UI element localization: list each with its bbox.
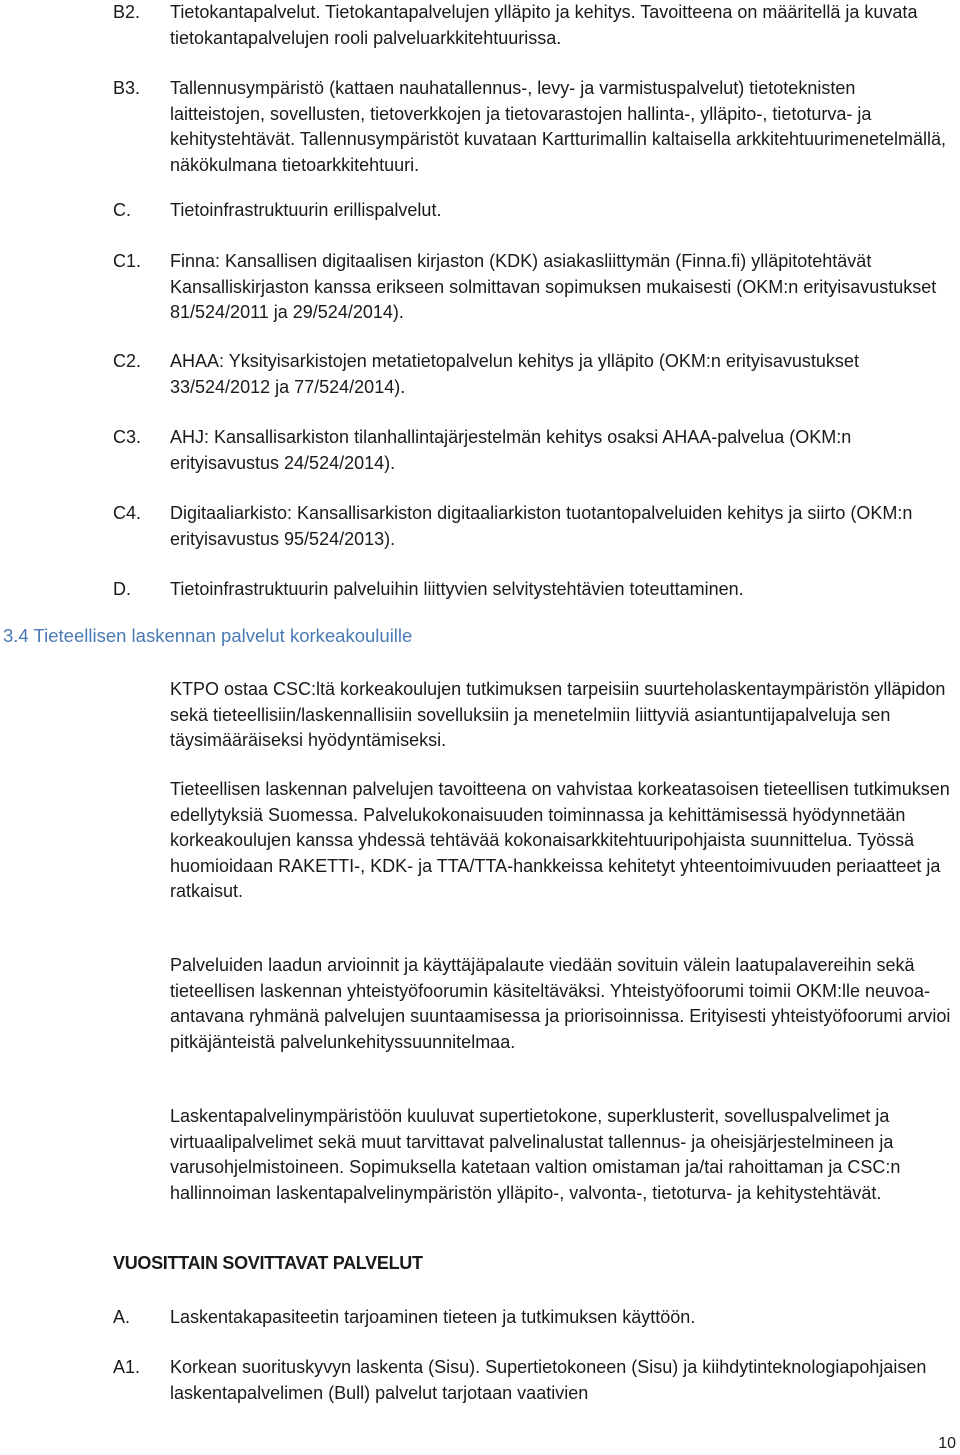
- item-text: AHJ: Kansallisarkiston tilanhallintajärjestelmän kehitys osaksi AHAA-palvelua (OKM:n erityisavustus 24/524/2014).: [170, 427, 852, 473]
- item-text: Korkean suorituskyvyn laskenta (Sisu). Supertietokoneen (Sisu) ja kiihdytinteknologiapohjaisen laskentapalvelimen (Bull) palvelut tarjotaan vaativien: [170, 1357, 927, 1403]
- item-text: Tietokantapalvelut. Tietokantapalvelujen ylläpito ja kehitys. Tavoitteena on määritellä ja kuvata tietokantapalvelujen rooli palveluarkkitehtuurissa.: [170, 2, 918, 48]
- item-text: Tietoinfrastruktuurin erillispalvelut.: [170, 200, 442, 220]
- body-paragraph: Laskentapalvelinympäristöön kuuluvat supertietokone, superklusterit, sovelluspalvelimet ja virtuaalipalvelimet sekä muut tarvittavat palvelinalustat tallennus- ja oheisjärjestelmineen ja varusohjelmistoineen. Sopimuksella katetaan valtion omistaman ja/tai rahoittaman ja CSC:n hallinnoiman laskentapalvelinympäristön ylläpito-, valvonta-, tietoturva- ja kehitystehtävät.: [170, 1106, 901, 1203]
- item-label: A.: [113, 1307, 131, 1327]
- item-text: Tallennusympäristö (kattaen nauhatallennus-, levy- ja varmistuspalvelut) tietoteknisten laitteistojen, sovellusten, tietoverkkojen ja tietovarastojen hallinta-, ylläpito-, tietoturva- ja kehitystehtävät. Tallennusympäristöt kuvataan Kartturimallin kaltaisella arkkitehtuurimenetelmällä, näkökulmana tietoarkkitehtuuri.: [170, 78, 947, 175]
- item-label: C.: [113, 200, 131, 220]
- item-label: B2.: [113, 2, 141, 22]
- item-label: B3.: [113, 78, 141, 98]
- item-text: AHAA: Yksityisarkistojen metatietopalvelun kehitys ja ylläpito (OKM:n erityisavustukset 33/524/2012 ja 77/524/2014).: [170, 351, 859, 397]
- body-paragraph: Tieteellisen laskennan palvelujen tavoitteena on vahvistaa korkeatasoisen tieteellisen tutkimuksen edellytyksiä Suomessa. Palvelukokonaisuuden toiminnassa ja kehittämisessä hyödynnetään korkeakoulujen kanssa yhdessä tehtävää kokonaisarkkitehtuuripohjaista suunnittelua. Työssä huomioidaan RAKETTI-, KDK- ja TTA/TTA-hankkeissa kehitetyt yhteentoimivuuden periaatteet ja ratkaisut.: [170, 779, 950, 901]
- item-label: A1.: [113, 1357, 141, 1377]
- subheading: VUOSITTAIN SOVITTAVAT PALVELUT: [113, 1253, 423, 1273]
- body-paragraph: Palveluiden laadun arvioinnit ja käyttäjäpalaute viedään sovituin välein laatupalavereihin sekä tieteellisen laskennan yhteistyöfoorumin käsiteltäväksi. Yhteistyöfoorumi toimii OKM:lle neuvoa-antavana ryhmänä palvelujen suuntaamisessa ja priorisoinnissa. Erityisesti yhteistyöfoorumi arvioi pitkäjänteistä palvelunkehityssuunnitelmaa.: [170, 955, 951, 1052]
- item-label: C3.: [113, 427, 142, 447]
- item-label: C4.: [113, 503, 142, 523]
- page-number: 10: [938, 1435, 956, 1452]
- item-label: C1.: [113, 251, 142, 271]
- body-paragraph: KTPO ostaa CSC:ltä korkeakoulujen tutkimuksen tarpeisiin suurteholaskentaympäristön ylläpidon sekä tieteellisiin/laskennallisiin sovelluksiin ja menetelmiin liittyviä asiantuntijapalveluja sen täysimääräiseksi hyödyntämiseksi.: [170, 679, 946, 750]
- item-text: Laskentakapasiteetin tarjoaminen tieteen ja tutkimuksen käyttöön.: [170, 1307, 696, 1327]
- section-heading: 3.4 Tieteellisen laskennan palvelut korkeakouluille: [3, 625, 413, 646]
- item-label: D.: [113, 579, 131, 599]
- item-text: Finna: Kansallisen digitaalisen kirjaston (KDK) asiakasliittymän (Finna.fi) ylläpitotehtävät Kansalliskirjaston kanssa erikseen solmittavan sopimuksen mukaisesti (OKM:n erityisavustukset 81/524/2011 ja 29/524/2014).: [170, 251, 937, 322]
- item-label: C2.: [113, 351, 142, 371]
- item-text: Digitaaliarkisto: Kansallisarkiston digitaaliarkiston tuotantopalveluiden kehitys ja siirto (OKM:n erityisavustus 95/524/2013).: [170, 503, 913, 549]
- item-text: Tietoinfrastruktuurin palveluihin liittyvien selvitystehtävien toteuttaminen.: [170, 579, 744, 599]
